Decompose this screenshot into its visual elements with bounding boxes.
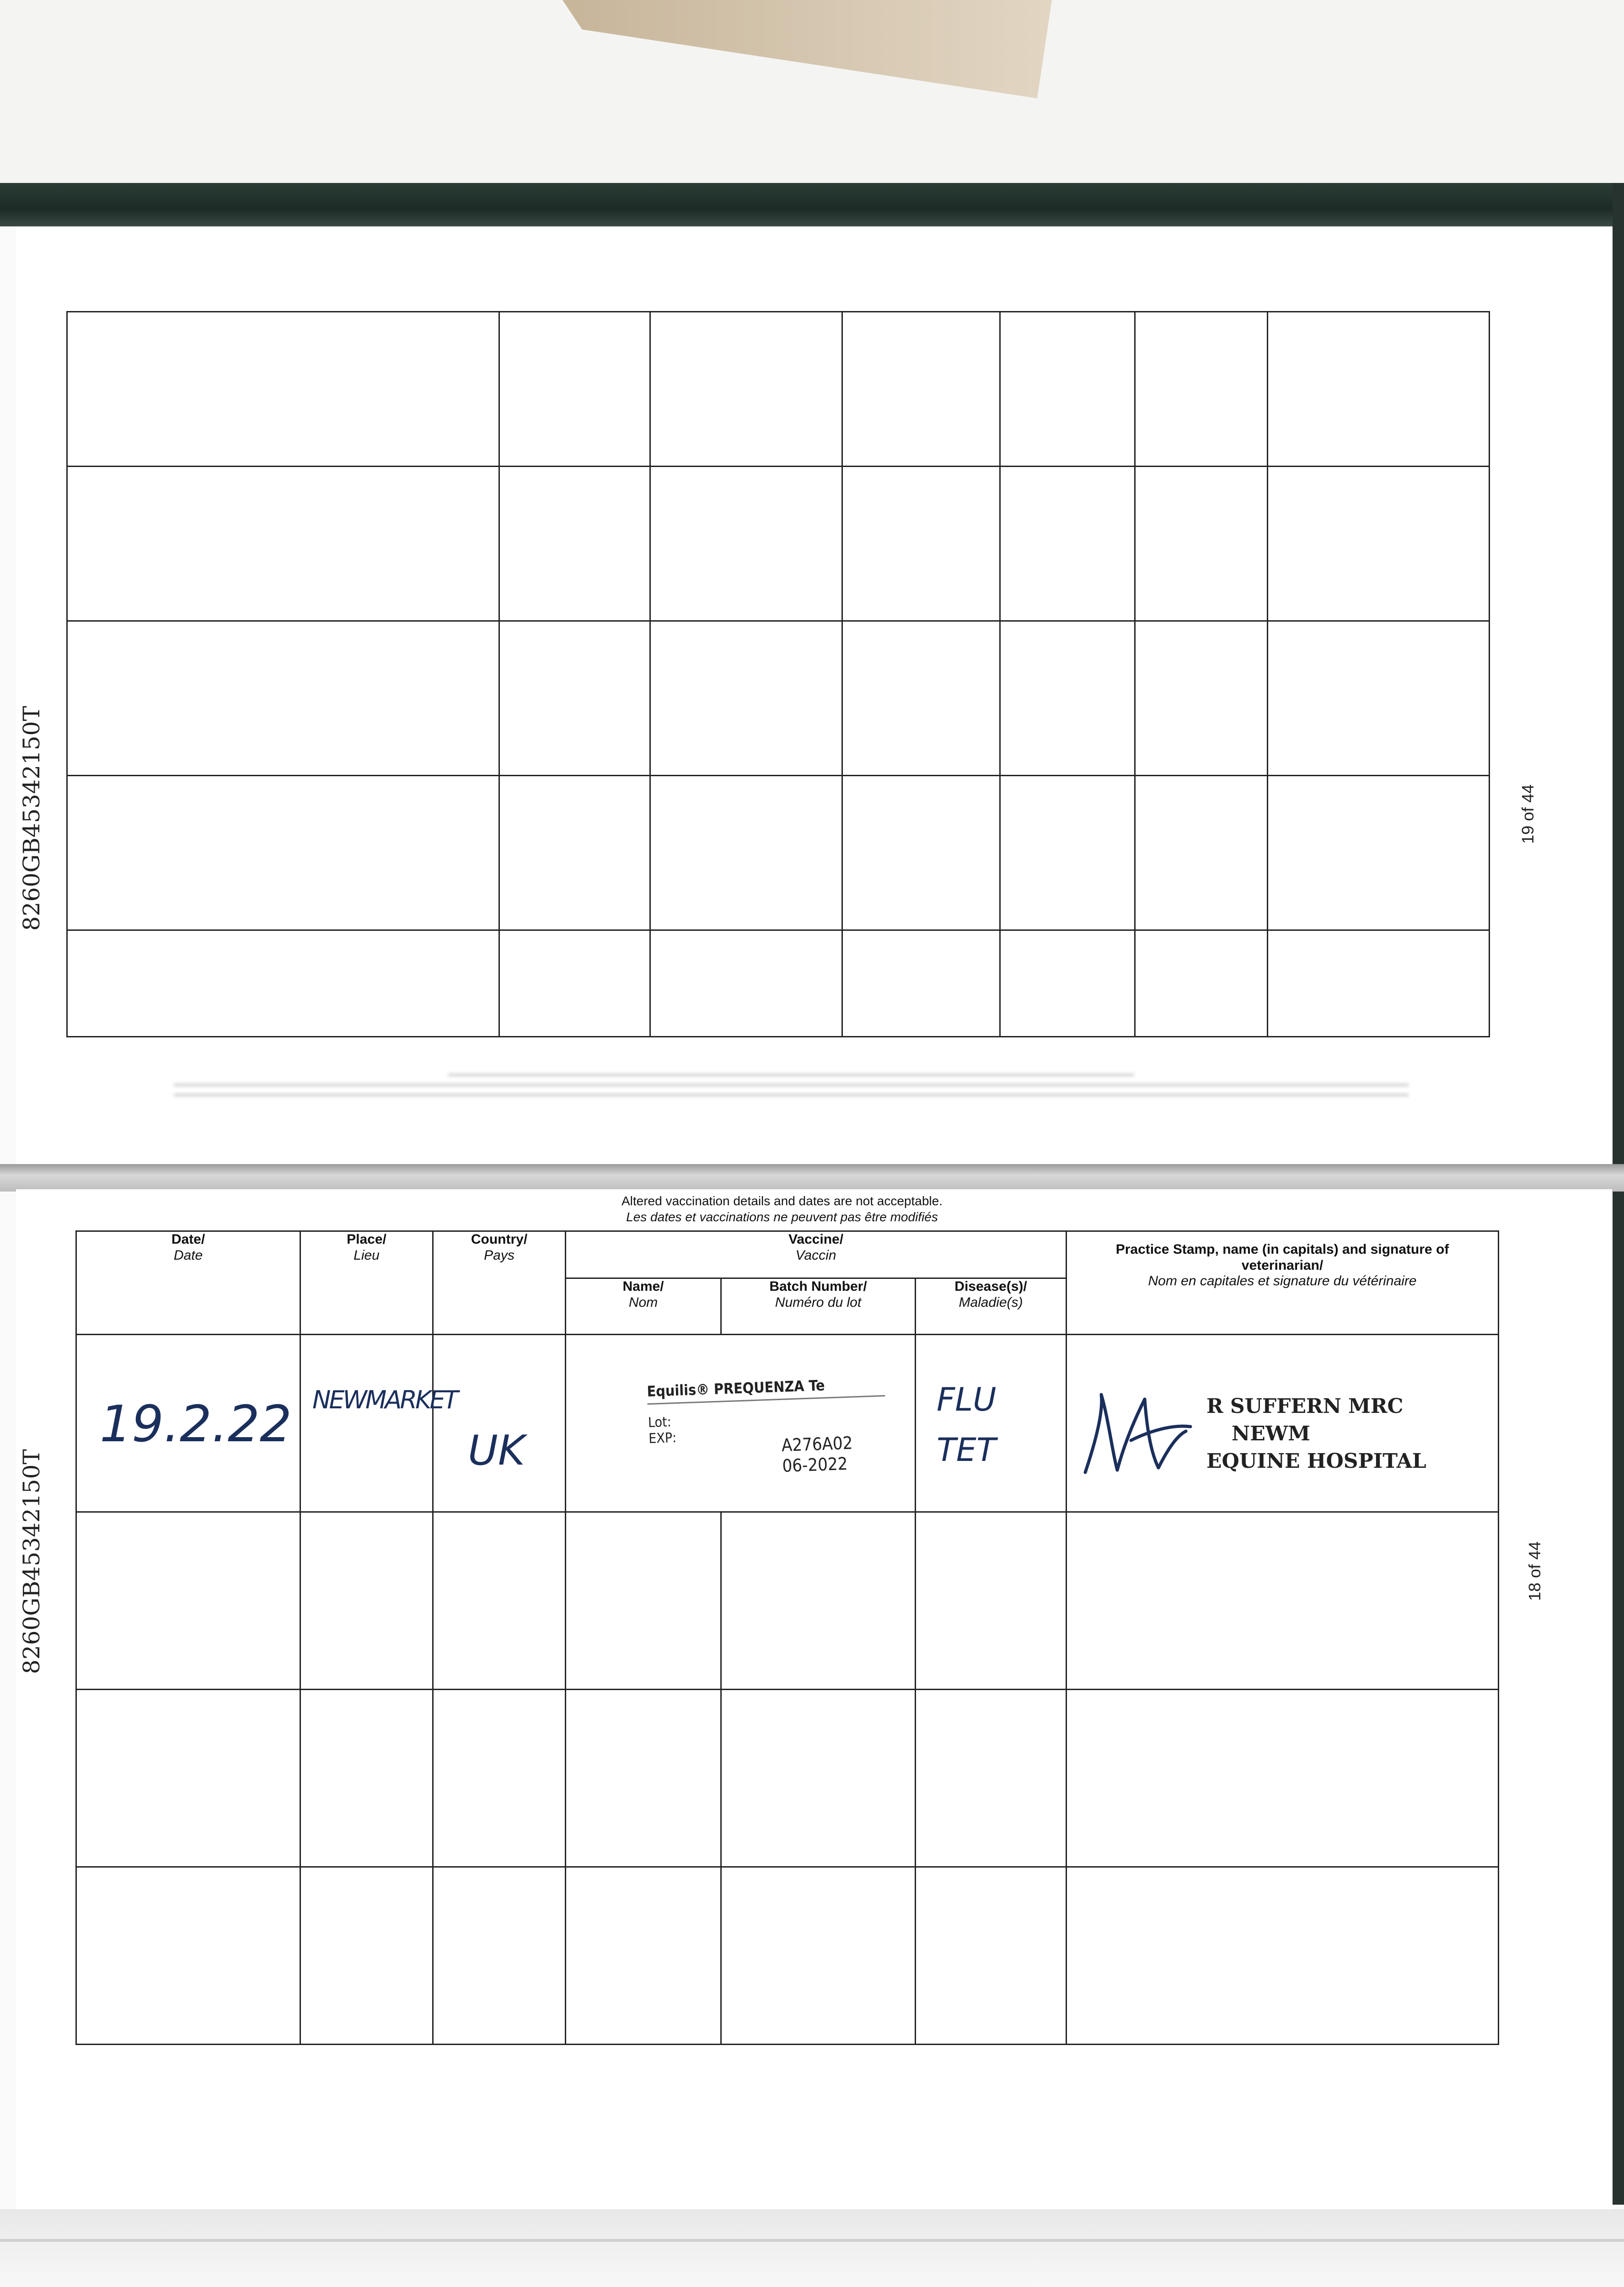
- entry-disease-cell: [916, 1335, 1067, 1512]
- header-place: Place/ Lieu: [300, 1231, 433, 1335]
- entry-stamp-cell: [1067, 1335, 1499, 1512]
- top-header-stamp: [67, 930, 499, 1037]
- entry-date-cell: [76, 1335, 300, 1512]
- vaccine-name: Equilis® PREQUENZA Te: [646, 1376, 825, 1401]
- scan-edge-line: [0, 2239, 1624, 2242]
- notice-en: Altered vaccination details and dates are not acceptable.: [621, 1194, 943, 1208]
- entry-disease-1: FLU: [937, 1381, 997, 1418]
- table-row: [76, 1335, 1499, 1512]
- passport-cover-right: [1613, 183, 1624, 2205]
- top-page-blurred-notes: [174, 1066, 1409, 1104]
- stamp-line-1: R SUFFERN MRC: [1206, 1395, 1404, 1418]
- batch-number: A276A02: [781, 1433, 853, 1455]
- expiry-date: 06-2022: [782, 1453, 848, 1476]
- entry-place-cell: [300, 1335, 457, 1512]
- entry-country: UK: [468, 1427, 525, 1475]
- header-vaccine-name: Name/ Nom: [566, 1278, 721, 1335]
- lot-label: Lot:: [648, 1414, 672, 1431]
- entry-disease-2: TET: [937, 1431, 996, 1469]
- entry-place: NEWMARKET: [312, 1385, 457, 1414]
- top-header-batch: [650, 930, 842, 1037]
- bottom-page-number: 18 of 44: [1525, 1541, 1544, 1601]
- top-vaccination-table: [66, 311, 1490, 1037]
- header-vaccine: Vaccine/ Vaccin: [566, 1231, 1067, 1278]
- top-header-disease: [499, 930, 650, 1037]
- top-header-name: [842, 930, 1000, 1037]
- top-table-header-row: [67, 930, 1490, 1037]
- entry-country-cell: [433, 1335, 566, 1512]
- top-header-country: [1000, 930, 1135, 1037]
- table-row: [67, 467, 1490, 621]
- header-date: Date/ Date: [76, 1231, 300, 1335]
- top-passport-id: 8260GB45342150T: [18, 706, 45, 931]
- table-row: [67, 621, 1490, 776]
- stamp-line-3: EQUINE HOSPITAL: [1206, 1450, 1426, 1473]
- entry-vaccine-cell: [566, 1335, 916, 1512]
- veterinarian-signature: [1076, 1381, 1195, 1486]
- vaccination-table: [75, 1230, 1499, 2045]
- table-row: [76, 1690, 1499, 1867]
- header-batch-number: Batch Number/ Numéro du lot: [721, 1278, 916, 1335]
- table-row: [76, 1512, 1499, 1690]
- altered-details-notice: [576, 1193, 988, 1225]
- header-disease: Disease(s)/ Maladie(s): [916, 1278, 1067, 1335]
- table-row: [76, 1867, 1499, 2045]
- table-row: [67, 312, 1490, 467]
- entry-date: 19.2.22: [100, 1395, 292, 1453]
- exp-label: EXP:: [648, 1429, 677, 1447]
- bottom-passport-id: 8260GB45342150T: [18, 1449, 45, 1674]
- top-page-number: 19 of 44: [1518, 784, 1537, 844]
- top-header-date: [1268, 930, 1490, 1037]
- notice-fr: Les dates et vaccinations ne peuvent pas être modifiés: [626, 1210, 938, 1224]
- stamp-line-2: NEWM: [1232, 1422, 1310, 1445]
- header-country: Country/ Pays: [433, 1231, 566, 1335]
- passport-cover-edge: [0, 183, 1624, 226]
- vaccine-label-sticker: [647, 1374, 888, 1492]
- header-practice-stamp: Practice Stamp, name (in capitals) and signature of veterinarian/ Nom en capitales et signature du vétérinaire: [1067, 1231, 1499, 1335]
- table-row: [67, 776, 1490, 930]
- top-header-place: [1135, 930, 1268, 1037]
- scan-background-bottom: [0, 2209, 1624, 2287]
- page-gutter: [0, 1164, 1624, 1192]
